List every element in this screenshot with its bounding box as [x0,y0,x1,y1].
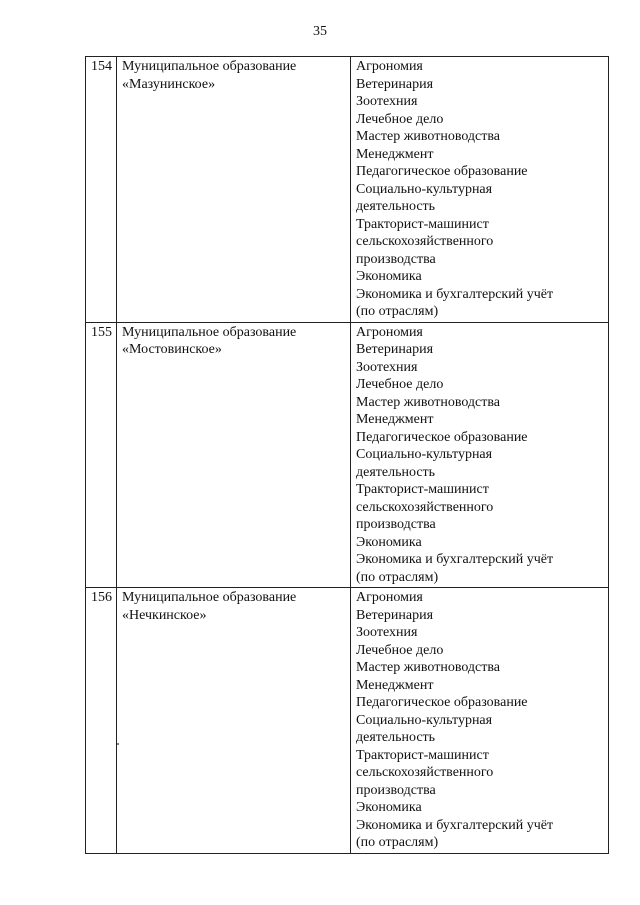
specialty-item: Лечебное дело [356,111,444,127]
specialty-item: деятельность [356,730,436,745]
specialty-item: Лечебное дело [356,377,444,392]
specialty-item: Мастер животноводства [356,129,501,144]
scan-speck [117,743,119,745]
specialty-item: Социально-культурная [356,181,493,197]
municipality-name [117,588,351,854]
specialty-item: Социально-культурная [356,712,493,728]
specialty-item: Агрономия [356,324,423,340]
specialty-item: деятельность [356,464,436,480]
specialty-item: производства [356,517,436,532]
specialty-item: Зоотехния [356,625,418,640]
municipality-name-line: «Мостовинское» [122,342,222,357]
specialty-item: деятельность [356,199,436,214]
specialty-item: производства [356,782,436,798]
municipality-name-line: «Мазунинское» [122,76,216,92]
specialty-item: сельскохозяйственного [356,234,494,249]
specialty-item: (по отраслям) [356,304,439,319]
specialty-item: (по отраслям) [356,569,439,585]
table-row [86,322,609,588]
specialty-item: Агрономия [356,59,423,74]
specialty-item: Ветеринария [356,342,434,357]
row-number: 156 [86,588,117,854]
municipalities-table [85,56,609,854]
municipality-name [117,57,351,323]
specialty-item: (по отраслям) [356,835,439,850]
specialty-item: Тракторист-машинист [356,482,489,497]
specialty-item: Мастер животноводства [356,394,501,410]
specialty-item: Лечебное дело [356,642,444,658]
specialty-item: Ветеринария [356,76,434,92]
specialties-list [351,588,609,854]
specialty-item: Зоотехния [356,94,418,109]
specialty-item: Педагогическое образование [356,429,528,445]
specialties-list [351,322,609,588]
table-row [86,588,609,854]
specialty-item: сельскохозяйственного [356,765,494,780]
specialty-item: Экономика [356,534,422,550]
specialty-item: Тракторист-машинист [356,216,489,232]
specialty-item: Социально-культурная [356,447,493,462]
specialty-item: Экономика [356,269,422,284]
specialty-item: Экономика [356,800,422,815]
specialty-item: Экономика и бухгалтерский учёт [356,817,554,833]
specialties-list [351,57,609,323]
specialty-item: Ветеринария [356,607,434,623]
municipality-name [117,322,351,588]
specialty-item: Менеджмент [356,146,434,162]
specialty-item: Педагогическое образование [356,695,528,710]
specialty-item: Педагогическое образование [356,164,528,179]
municipality-name-line: «Нечкинское» [122,607,207,623]
specialty-item: Экономика и бухгалтерский учёт [356,286,554,302]
specialty-item: Менеджмент [356,412,434,427]
specialty-item: Экономика и бухгалтерский учёт [356,552,554,567]
specialty-item: Агрономия [356,590,423,605]
municipality-name-line: Муниципальное образование [122,590,297,605]
specialty-item: Тракторист-машинист [356,747,489,763]
page-number: 35 [313,24,327,39]
specialty-item: Зоотехния [356,359,418,375]
specialty-item: Мастер животноводства [356,660,501,675]
row-number: 154 [86,57,117,323]
specialty-item: Менеджмент [356,677,434,693]
specialty-item: производства [356,251,436,267]
table-row [86,57,609,323]
row-number: 155 [86,322,117,588]
specialty-item: сельскохозяйственного [356,499,494,515]
municipality-name-line: Муниципальное образование [122,59,297,74]
municipality-name-line: Муниципальное образование [122,324,297,340]
